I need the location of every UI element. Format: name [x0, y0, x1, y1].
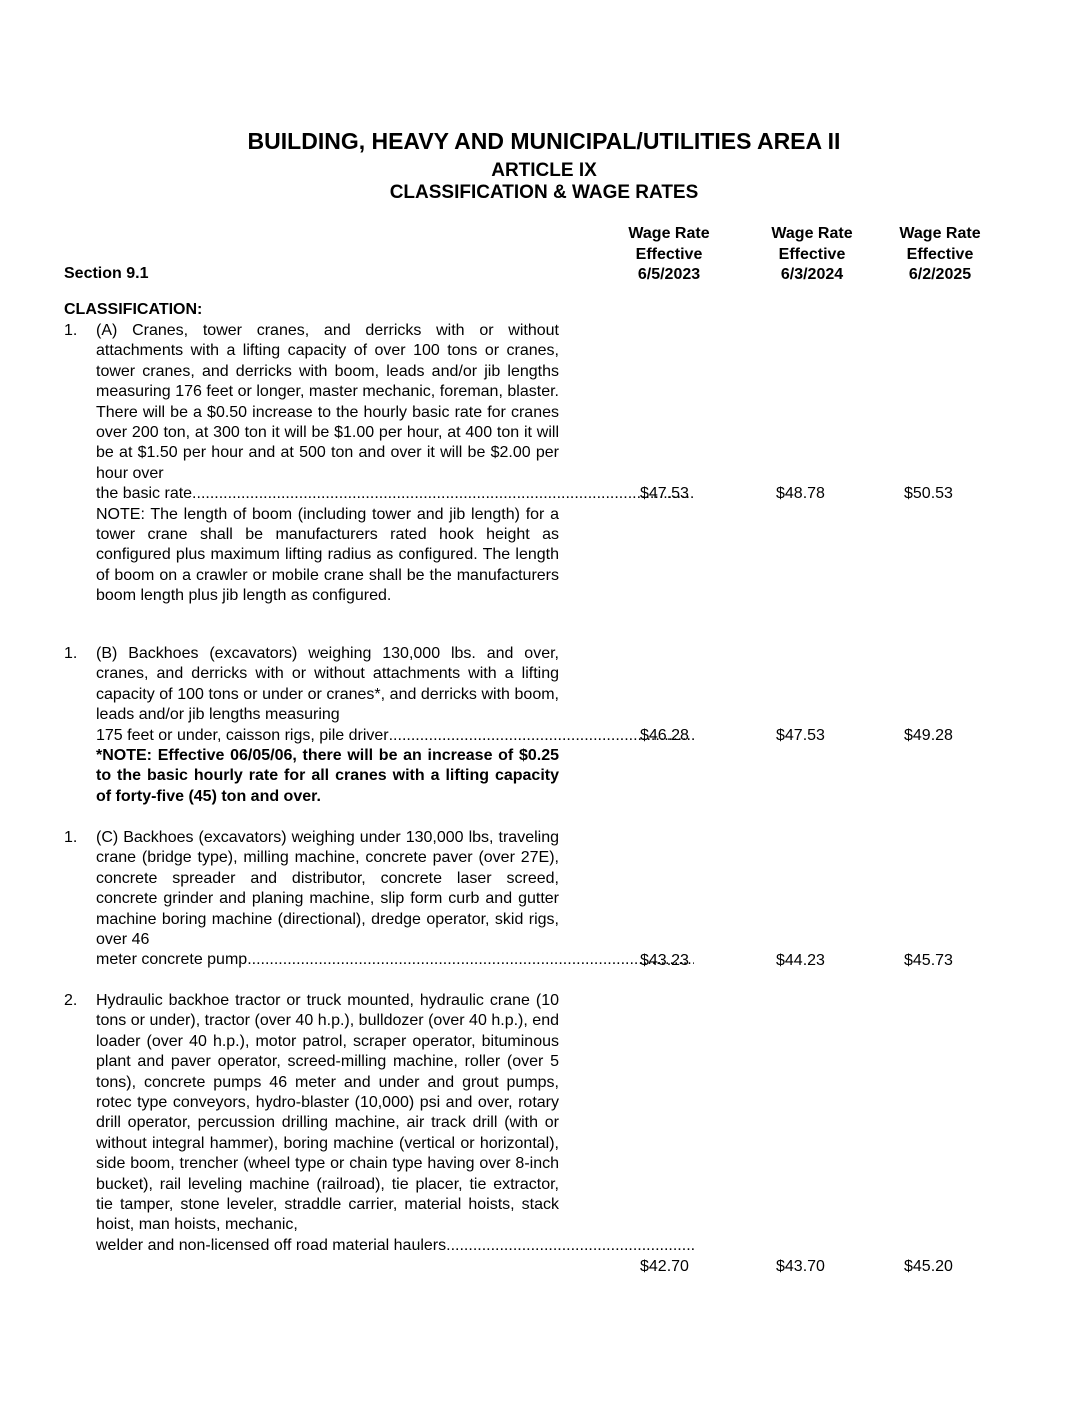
column-header-2023 — [609, 224, 729, 286]
item-last-line — [96, 484, 694, 504]
column-header-label: Wage Rate — [771, 225, 853, 242]
item-number: 1. — [64, 322, 78, 339]
dot-leader — [446, 1236, 694, 1256]
item-note: NOTE: The length of boom (including tower and jib length) for a tower crane shall be manufacturers rated hook height as configured plus maximum lifting radius as configured. The length of boom on a crawler or mobile crane shall be the manufacturers boom length plus jib length as configured. — [96, 505, 559, 605]
classification-item-1b — [96, 644, 559, 807]
document-title: BUILDING, HEAVY AND MUNICIPAL/UTILITIES AREA II — [247, 128, 841, 154]
rate-2024: $43.70 — [776, 1258, 825, 1275]
section-label: Section 9.1 — [64, 265, 149, 282]
column-header-2025 — [880, 224, 1000, 286]
item-note: *NOTE: Effective 06/05/06, there will be an increase of $0.25 to the basic hourly rate for all cranes with a lifting capacity of forty-five (45) ton and over. — [96, 747, 559, 805]
column-header-date: 6/2/2025 — [908, 266, 972, 283]
rate-2025: $49.28 — [904, 727, 953, 744]
item-description: (C) Backhoes (excavators) weighing under 130,000 lbs, traveling crane (bridge type), milling machine, concrete paver (over 27E), concrete spreader and distributor, concrete laser screed, concrete grinder and planing machine, slip form curb and gutter machine boring machine (directional), dredge operator, skid rigs, over 46 — [96, 829, 559, 949]
item-number: 1. — [64, 829, 78, 846]
classification-item-1c — [96, 828, 559, 971]
column-header-date: 6/5/2023 — [637, 266, 701, 283]
item-last-line — [96, 1236, 694, 1256]
column-header-label: Wage Rate — [899, 225, 981, 242]
classification-heading: CLASSIFICATION: — [64, 301, 203, 318]
column-header-date: 6/3/2024 — [780, 266, 844, 283]
item-last-line — [96, 726, 694, 746]
dot-leader — [197, 484, 695, 504]
rate-2025: $45.20 — [904, 1258, 953, 1275]
column-header-label: Wage Rate — [628, 225, 710, 242]
classification-item-2 — [96, 991, 559, 1256]
article-heading: ARTICLE IX — [491, 160, 597, 181]
item-last-line-text: 175 feet or under, caisson rigs, pile driver — [96, 726, 389, 744]
classification-item-1a — [96, 321, 559, 607]
rate-2024: $44.23 — [776, 952, 825, 969]
rate-2024: $48.78 — [776, 485, 825, 502]
item-description: (B) Backhoes (excavators) weighing 130,000 lbs. and over, cranes, and derricks with or without attachments with a lifting capacity of 100 tons or under or cranes*, and derricks with boom, leads and/or jib lengths measuring — [96, 645, 559, 724]
rate-2023: $47.53 — [640, 485, 689, 502]
column-header-label: Effective — [778, 245, 846, 263]
item-last-line-text: the basic rate. — [96, 485, 197, 503]
rate-2023: $42.70 — [640, 1258, 689, 1275]
item-number: 2. — [64, 992, 78, 1009]
rate-2023: $46.28 — [640, 727, 689, 744]
document-subtitle: CLASSIFICATION & WAGE RATES — [389, 182, 699, 203]
column-header-2024 — [752, 224, 872, 286]
item-description: (A) Cranes, tower cranes, and derricks with or without attachments with a lifting capacity of over 100 tons or cranes, tower cranes, and derricks with boom, leads and/or jib lengths measuring 176 feet or longer, master mechanic, foreman, blaster. There will be a $0.50 increase to the hourly basic rate for cranes over 200 ton, at 300 ton it will be $1.00 per hour, at 400 ton it will be at $1.50 per hour and at 500 ton and over it will be $2.00 per hour over — [96, 322, 559, 482]
rate-2023: $43.23 — [640, 952, 689, 969]
dot-leader — [247, 950, 694, 970]
rate-2024: $47.53 — [776, 727, 825, 744]
item-last-line-text: welder and non-licensed off road material haulers — [96, 1236, 447, 1254]
column-header-label: Effective — [906, 245, 974, 263]
item-last-line — [96, 950, 694, 970]
item-description: Hydraulic backhoe tractor or truck mounted, hydraulic crane (10 tons or under), tractor (over 40 h.p.), bulldozer (over 40 h.p.), end loader (over 40 h.p.), motor patrol, scraper operator, bituminous plant and paver operator, screed-milling machine, roller (over 5 tons), concrete pumps 46 meter and under and grout pumps, rotec type conveyors, hydro-blaster (10,000) psi and over, rotary drill operator, percussion drilling machine, air track drill (with or without integral hammer), boring machine (vertical or horizontal), side boom, trencher (wheel type or chain type having over 8-inch bucket), rail leveling machine (railroad), tie placer, tie extractor, tie tamper, stone leveler, straddle carrier, material hoists, stack hoist, man hoists, mechanic, — [96, 992, 559, 1234]
item-number: 1. — [64, 645, 78, 662]
column-header-label: Effective — [635, 245, 703, 263]
rate-2025: $50.53 — [904, 485, 953, 502]
rate-2025: $45.73 — [904, 952, 953, 969]
item-last-line-text: meter concrete pump — [96, 951, 248, 969]
